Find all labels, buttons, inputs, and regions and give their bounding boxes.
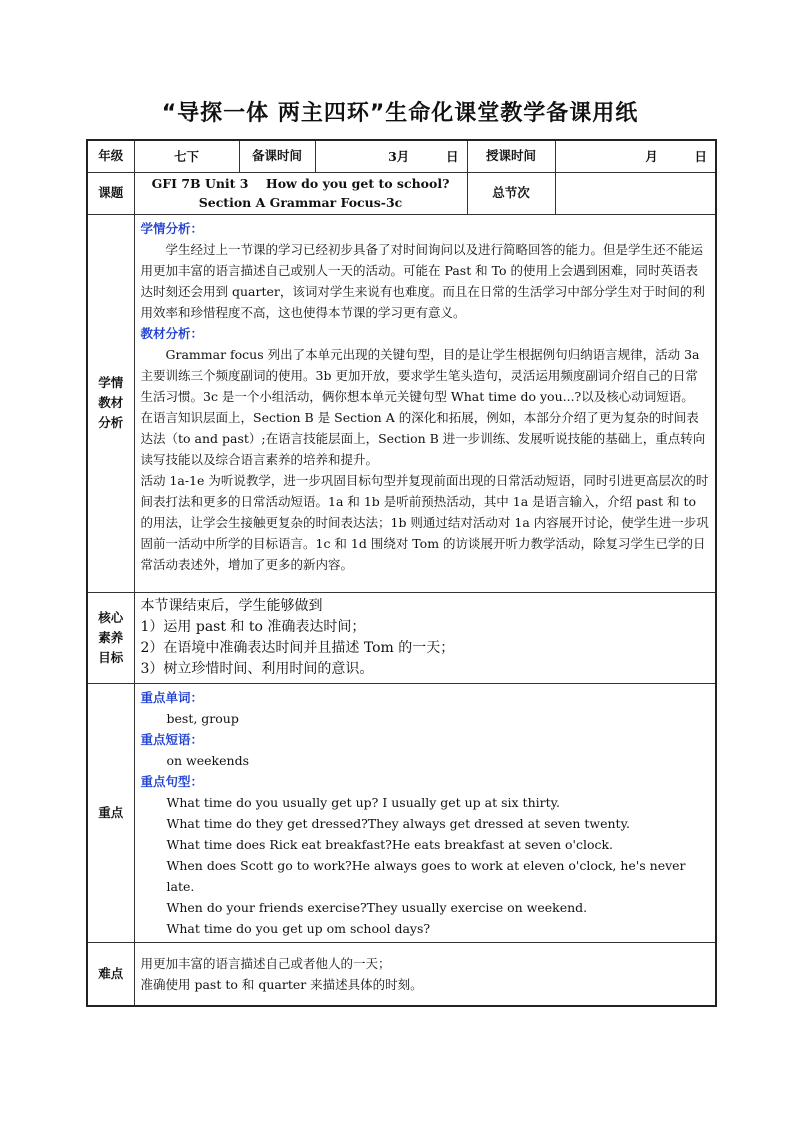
- lesson-plan-table: [86, 139, 717, 1007]
- key-phrases: on weekends: [166, 752, 249, 768]
- topic-row: [87, 172, 716, 214]
- prep-time-label: 备课时间: [239, 140, 315, 172]
- material-analysis-p1: Grammar focus 列出了本单元出现的关键句型，目的是让学生根据例句归纳语言规律，活动 3a 主要训练三个频度副词的使用。3b 更加开放，要求学生笔头造句，灵活运用频度副词介绍自己的日常生活习惯。3c 是一个小组活动，俩你想本单元关键句型 What time do you...?以及核心动词短语。: [140, 346, 700, 404]
- topic-label: 课题: [87, 172, 134, 214]
- key-points-row: [87, 683, 716, 942]
- key-points-label: 重点: [87, 683, 134, 942]
- goals-content: [134, 592, 716, 683]
- key-sentence: What time do you usually get up? I usually get up at six thirty.: [166, 794, 560, 810]
- key-points-content: [134, 683, 716, 942]
- analysis-row: [87, 214, 716, 592]
- analysis-label-line: 分析: [98, 415, 124, 430]
- student-analysis-heading: 学情分析：: [140, 220, 204, 236]
- header-row: [87, 140, 716, 172]
- topic-line-1: GFI 7B Unit 3 How do you get to school?: [151, 176, 450, 191]
- difficulty-line: 准确使用 past to 和 quarter 来描述具体的时刻。: [140, 976, 423, 992]
- difficulty-line: 用更加丰富的语言描述自己或者他人的一天；: [140, 955, 391, 971]
- teach-date: [555, 140, 716, 172]
- key-sentences-heading: 重点句型：: [140, 773, 204, 789]
- page-title: “导探一体 两主四环”生命化课堂教学备课用纸: [161, 101, 639, 126]
- goal-item: 3）树立珍惜时间、利用时间的意识。: [140, 660, 374, 677]
- key-phrases-heading: 重点短语：: [140, 731, 204, 747]
- analysis-content: [134, 214, 716, 592]
- key-words: best, group: [166, 710, 239, 726]
- student-analysis-text: 学生经过上一节课的学习已经初步具备了对时间询问以及进行简略回答的能力。但是学生还不能运用更加丰富的语言描述自己或别人一天的活动。可能在 Past 和 To 的使用上会遇到困难，同时英语表达时刻还会用到 quarter，该词对学生来说有也难度。而且在日常的生活学习中部分学生对于时间的利用效率和珍惜程度不高，这也使得本节课的学习更有意义。: [140, 241, 705, 320]
- key-sentence: When do your friends exercise?They usually exercise on weekend.: [166, 899, 588, 915]
- material-analysis-heading: 教材分析：: [140, 325, 204, 341]
- goals-label-line: 素养: [98, 629, 124, 645]
- difficulties-label: 难点: [87, 942, 134, 1006]
- difficulties-row: [87, 942, 716, 1006]
- prep-date-day: 日: [445, 149, 459, 165]
- topic-line-2: Section A Grammar Focus-3c: [198, 195, 403, 210]
- goals-row: [87, 592, 716, 683]
- key-words-heading: 重点单词：: [140, 689, 204, 705]
- material-analysis-p2: 在语言知识层面上，Section B 是 Section A 的深化和拓展，例如，本部分介绍了更为复杂的时间表达法（to and past）;在语言技能层面上，Section B 进一步训练、发展听说技能的基础上，重点转向读写技能以及综合语言素养的培养和提升。: [140, 409, 706, 467]
- total-sessions-value: [555, 172, 716, 214]
- key-sentence: What time do they get dressed?They always get dressed at seven twenty.: [166, 815, 630, 831]
- analysis-label-line: 学情: [98, 375, 124, 390]
- key-sentence: What time do you get up om school days?: [166, 920, 431, 936]
- teach-time-label: 授课时间: [467, 140, 555, 172]
- goals-label-line: 目标: [98, 649, 124, 665]
- goal-item: 2）在语境中准确表达时间并且描述 Tom 的一天；: [140, 639, 455, 656]
- goals-label-line: 核心: [98, 609, 124, 625]
- topic-value: [134, 172, 467, 214]
- key-sentence: What time does Rick eat breakfast?He eats breakfast at seven o'clock.: [166, 836, 614, 852]
- teach-date-month: 月: [645, 149, 658, 165]
- grade-value: 七下: [134, 140, 239, 172]
- goals-intro: 本节课结束后，学生能够做到: [140, 597, 323, 614]
- key-sentence: When does Scott go to work?He always goes to work at eleven o'clock, he's never late.: [166, 857, 686, 894]
- difficulties-content: [134, 942, 716, 1006]
- analysis-label: [87, 214, 134, 592]
- teach-date-day: 日: [694, 149, 707, 165]
- prep-date: [315, 140, 467, 172]
- goal-item: 1）运用 past 和 to 准确表达时间；: [140, 618, 366, 635]
- material-analysis-p3: 活动 1a-1e 为听说教学，进一步巩固目标句型并复现前面出现的日常活动短语，同时引进更高层次的时间表打法和更多的日常活动短语。1a 和 1b 是听前预热活动，其中 1a 是语言输入，介绍 past 和 to 的用法，让学会生接触更复杂的时间表达法；1b 则通过结对活动对 1a 内容展开讨论，使学生进一步巩固前一活动中所学的目标语言。1c 和 1d 围绕对 Tom 的访谈展开听力教学活动，除复习学生已学的日常活动表述外，增加了更多的新内容。: [140, 472, 709, 572]
- analysis-label-line: 教材: [98, 395, 124, 410]
- prep-date-month: 3月: [388, 149, 410, 165]
- goals-label: [87, 592, 134, 683]
- total-sessions-label: 总节次: [467, 172, 555, 214]
- grade-label: 年级: [87, 140, 134, 172]
